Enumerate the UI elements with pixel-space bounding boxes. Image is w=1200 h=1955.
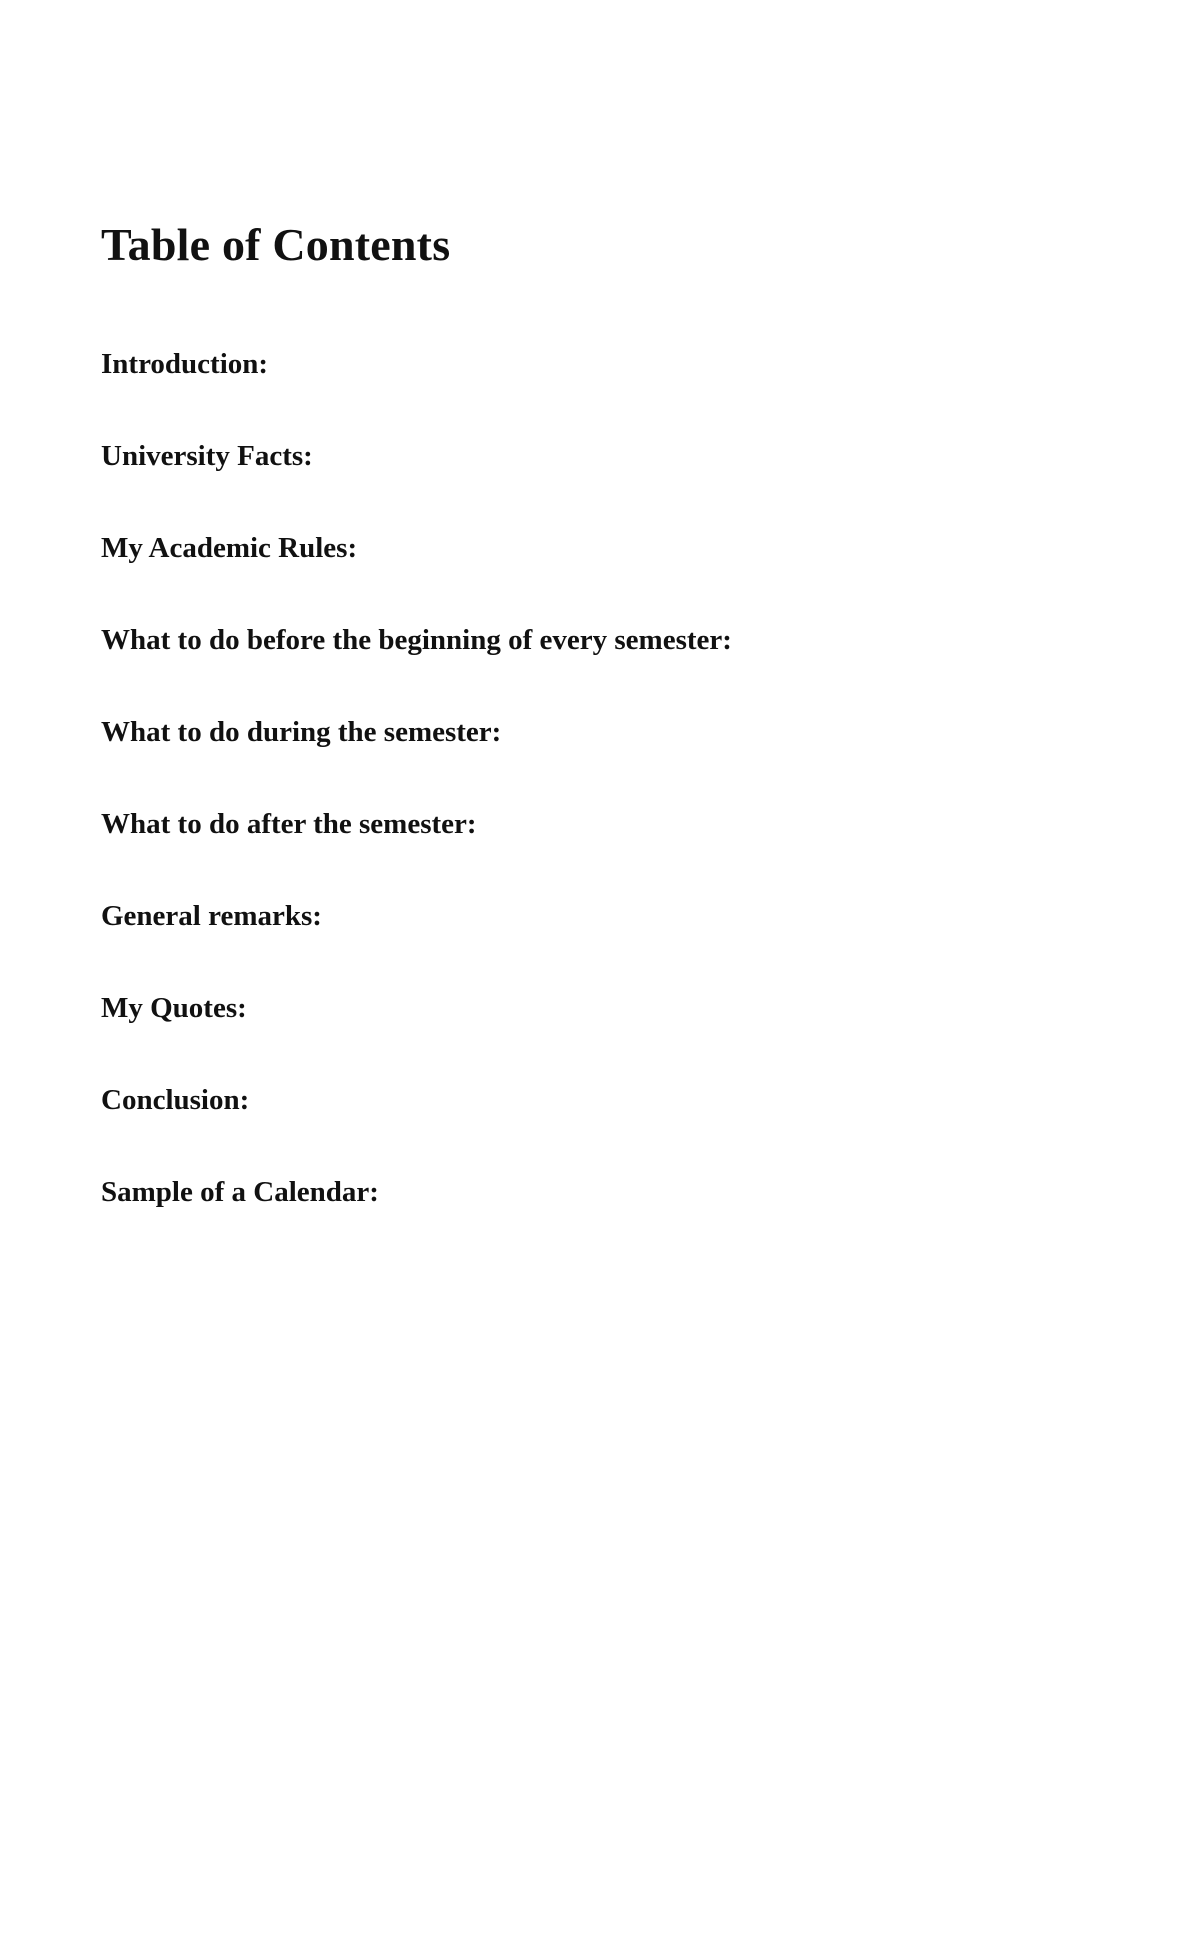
toc-entry-label: My Quotes: [101,992,247,1024]
toc-entry-before-semester[interactable] [101,622,732,714]
toc-entry-label: What to do after the semester: [101,808,477,840]
toc-entry-label: Introduction: [101,348,269,380]
toc-entry-label: My Academic Rules: [101,532,358,564]
toc-entry-introduction[interactable] [101,346,732,438]
toc-entry-during-semester[interactable] [101,714,732,806]
toc-entry-label: What to do before the beginning of every semester: [101,624,732,656]
toc-entry-label: General remarks: [101,900,322,932]
toc-list [101,346,732,1266]
toc-entry-calendar-sample[interactable] [101,1174,732,1266]
toc-entry-label: Sample of a Calendar: [101,1176,379,1208]
toc-entry-university-facts[interactable] [101,438,732,530]
page-title: Table of Contents [101,219,451,270]
toc-entry-general-remarks[interactable] [101,898,732,990]
toc-entry-after-semester[interactable] [101,806,732,898]
toc-entry-label: Conclusion: [101,1084,250,1116]
toc-entry-label: University Facts: [101,440,313,472]
toc-entry-academic-rules[interactable] [101,530,732,622]
toc-entry-conclusion[interactable] [101,1082,732,1174]
toc-entry-my-quotes[interactable] [101,990,732,1082]
toc-entry-label: What to do during the semester: [101,716,502,748]
